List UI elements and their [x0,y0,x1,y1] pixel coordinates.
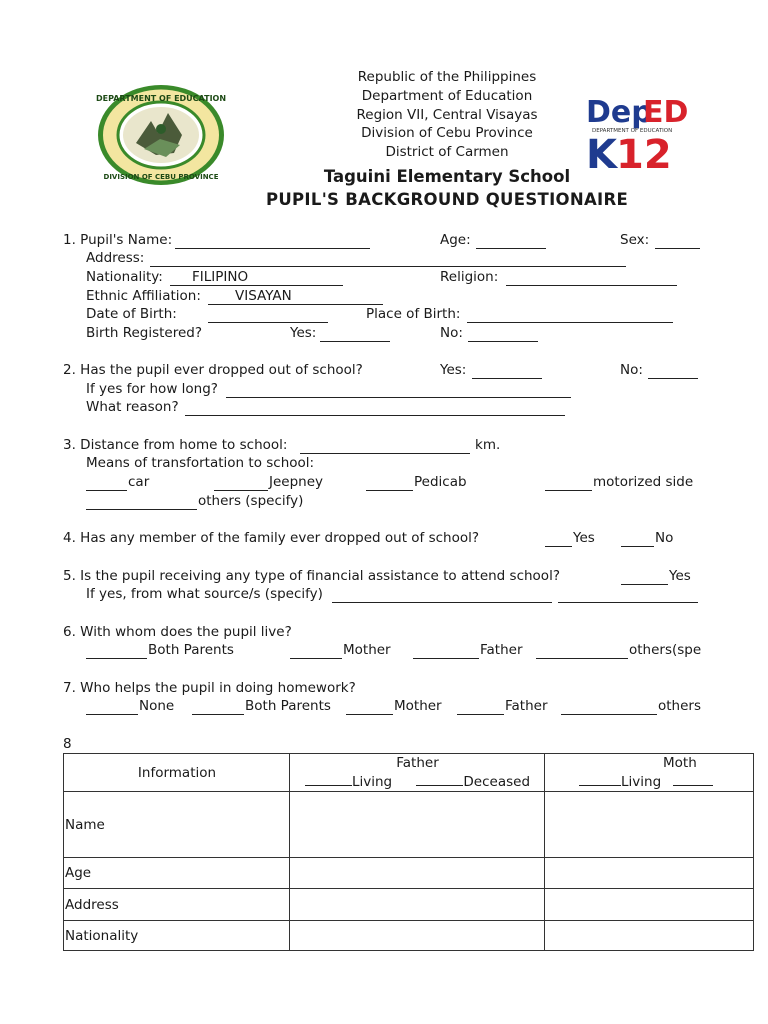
father-age-cell[interactable] [290,858,545,889]
q7-mother-blank[interactable] [346,697,393,715]
table-header-row [64,754,754,792]
birth-registered-no-field[interactable] [468,324,538,342]
q6-others-blank[interactable] [536,641,628,659]
mother-deceased-blank[interactable] [673,771,713,786]
q7-question: 7. Who helps the pupil in doing homework? [63,680,356,696]
father-living-blank[interactable] [305,771,352,786]
birth-registered-yes-label: Yes: [290,325,317,341]
mother-nationality-cell[interactable] [545,921,754,951]
religion-label: Religion: [440,269,499,285]
sex-field[interactable] [655,231,700,249]
q2-yes-label: Yes: [440,362,467,378]
mother-status-options [546,771,753,790]
mother-age-cell[interactable] [545,858,754,889]
age-field[interactable] [476,231,546,249]
school-name: Taguini Elementary School [323,167,571,186]
q2-how-long-label: If yes for how long? [86,381,218,397]
pupil-name-field[interactable] [175,231,370,249]
svg-text:DIVISION OF CEBU PROVINCE: DIVISION OF CEBU PROVINCE [103,173,219,181]
q3-jeepney-blank[interactable] [214,473,268,491]
table-row [64,921,754,951]
svg-text:DEPARTMENT OF EDUCATION: DEPARTMENT OF EDUCATION [95,94,227,103]
q5-source-field-2[interactable] [558,585,698,603]
q4-yes-label: Yes [573,530,595,546]
info-column-header: Information [64,754,290,792]
q2-yes-field[interactable] [472,361,542,379]
mother-header-label: Moth [663,755,697,771]
header-line-region: Region VII, Central Visayas [356,107,538,123]
q4-question: 4. Has any member of the family ever dropped out of school? [63,530,480,546]
date-of-birth-field[interactable] [208,305,328,323]
q5-question: 5. Is the pupil receiving any type of financial assistance to attend school? [63,568,560,584]
svg-text:K: K [586,132,617,178]
row-label-age: Age [64,858,290,889]
q3-option-pedicab: Pedicab [414,474,467,490]
q2-no-field[interactable] [648,361,698,379]
mother-address-cell[interactable] [545,889,754,921]
q3-option-car: car [128,474,150,490]
q7-option-none: None [139,698,175,714]
ethnic-affiliation-value: VISAYAN [235,288,292,304]
age-label: Age: [440,232,471,248]
q7-option-both-parents: Both Parents [245,698,331,714]
ethnic-affiliation-label: Ethnic Affiliation: [86,288,201,304]
religion-field[interactable] [506,268,677,286]
date-of-birth-label: Date of Birth: [86,306,177,322]
q3-distance-field[interactable] [300,436,470,454]
q3-others-blank[interactable] [86,492,197,510]
father-status-options [291,771,544,790]
header-line-district: District of Carmen [385,144,509,160]
father-column-header [290,754,545,792]
father-nationality-cell[interactable] [290,921,545,951]
table-row [64,889,754,921]
svg-text:DEPARTMENT OF EDUCATION: DEPARTMENT OF EDUCATION [592,128,673,134]
q7-others-blank[interactable] [561,697,657,715]
q6-both-parents-blank[interactable] [86,641,147,659]
q3-car-blank[interactable] [86,473,127,491]
form-title: PUPIL'S BACKGROUND QUESTIONAIRE [265,190,629,209]
table-row [64,792,754,858]
row-label-nationality: Nationality [64,921,290,951]
q8-number: 8 [63,736,72,752]
place-of-birth-label: Place of Birth: [366,306,461,322]
father-name-cell[interactable] [290,792,545,858]
q3-option-motorized: motorized side [593,474,694,490]
q3-unit: km. [475,437,501,453]
q7-none-blank[interactable] [86,697,138,715]
mother-column-header [545,754,754,792]
q6-option-father: Father [480,642,523,658]
svg-text:Dep: Dep [586,95,653,130]
q7-father-blank[interactable] [457,697,504,715]
q3-others-label: others (specify) [198,493,304,509]
svg-text:12: 12 [616,132,672,178]
address-field[interactable] [150,249,626,267]
table-row [64,858,754,889]
header-line-division: Division of Cebu Province [361,125,533,141]
q3-option-jeepney: Jeepney [269,474,324,490]
q7-option-mother: Mother [394,698,442,714]
header-line-republic: Republic of the Philippines [357,69,537,85]
q6-father-blank[interactable] [413,641,479,659]
mother-name-cell[interactable] [545,792,754,858]
sex-label: Sex: [620,232,650,248]
svg-text:ED: ED [643,95,689,130]
q5-source-label: If yes, from what source/s (specify) [86,586,323,602]
pupil-name-label: 1. Pupil's Name: [63,232,173,248]
q6-option-both-parents: Both Parents [148,642,234,658]
q6-option-others: others(spe [629,642,702,658]
q2-reason-label: What reason? [86,399,179,415]
q4-no-blank[interactable] [621,529,654,547]
q5-yes-label: Yes [669,568,691,584]
q3-means-label: Means of transfortation to school: [86,455,315,471]
birth-registered-no-label: No: [440,325,463,341]
q4-no-label: No [655,530,674,546]
q6-question: 6. With whom does the pupil live? [63,624,292,640]
birth-registered-yes-field[interactable] [320,324,390,342]
birth-registered-label: Birth Registered? [86,325,203,341]
q2-reason-field[interactable] [185,398,565,416]
q3-motorized-blank[interactable] [545,473,592,491]
ethnic-affiliation-field[interactable] [208,287,383,305]
father-header-label: Father [396,755,439,771]
address-label: Address: [86,250,145,266]
row-label-address: Address [64,889,290,921]
q4-yes-blank[interactable] [545,529,572,547]
q3-question: 3. Distance from home to school: [63,437,288,453]
father-deceased-label: Deceased [463,774,531,790]
q2-how-long-field[interactable] [226,380,571,398]
q3-pedicab-blank[interactable] [366,473,413,491]
q5-yes-blank[interactable] [621,567,668,585]
q7-both-parents-blank[interactable] [192,697,244,715]
father-deceased-blank[interactable] [416,771,463,786]
q7-option-father: Father [505,698,548,714]
father-address-cell[interactable] [290,889,545,921]
mother-living-label: Living [621,774,662,790]
mother-living-blank[interactable] [579,771,621,786]
q2-question: 2. Has the pupil ever dropped out of school? [63,362,363,378]
nationality-label: Nationality: [86,269,163,285]
q7-option-others: others [658,698,701,714]
q2-no-label: No: [620,362,643,378]
q6-option-mother: Mother [343,642,391,658]
place-of-birth-field[interactable] [467,305,673,323]
q5-source-field-1[interactable] [332,585,552,603]
nationality-field[interactable]: FILIPINO [170,268,343,286]
father-living-label: Living [351,774,393,790]
parent-information-table [63,753,754,951]
q6-mother-blank[interactable] [290,641,342,659]
row-label-name: Name [64,792,290,858]
header-line-department: Department of Education [361,88,533,104]
